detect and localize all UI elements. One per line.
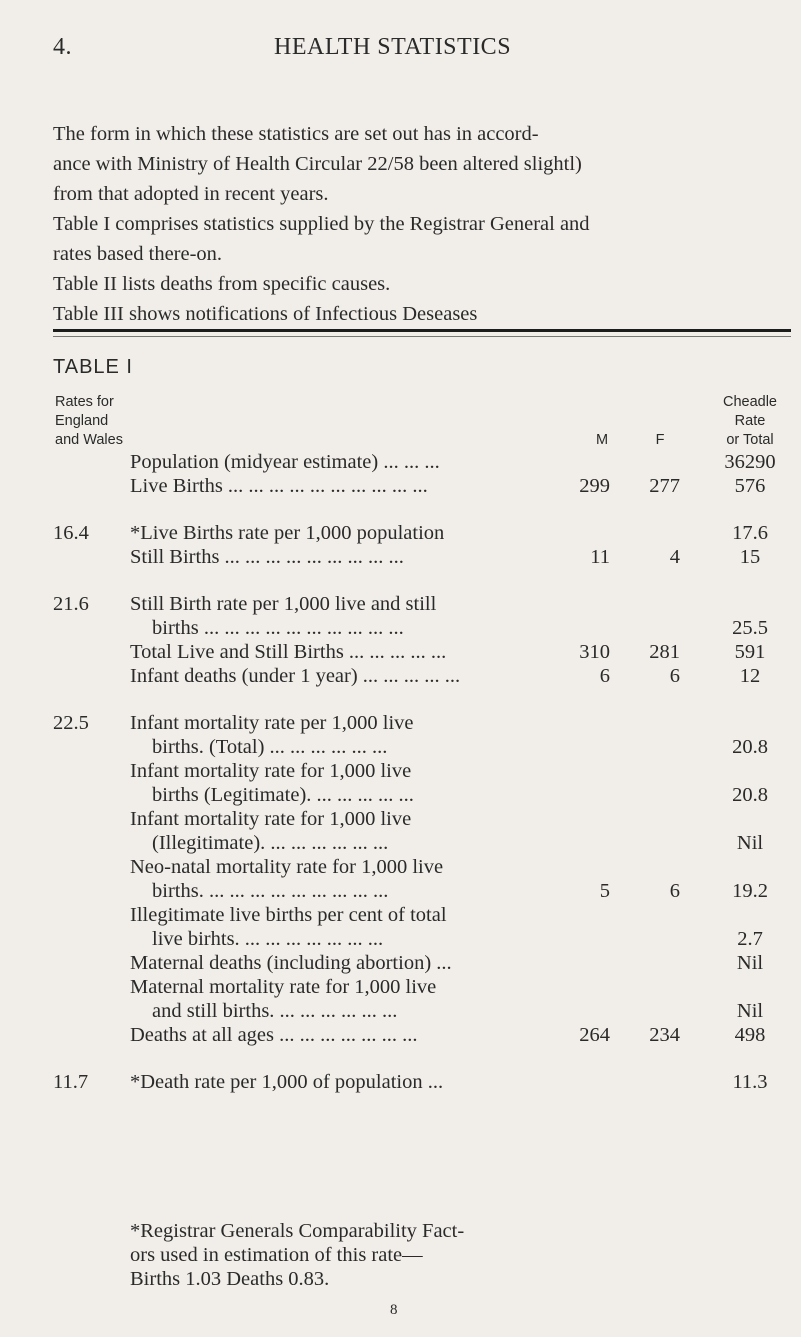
table-row bbox=[0, 928, 801, 952]
table-row bbox=[0, 952, 801, 976]
intro-line: Table I comprises statistics supplied by the Registrar General and bbox=[53, 213, 590, 235]
table-row bbox=[0, 904, 801, 928]
intro-line: Table III shows notifications of Infectious Deseases bbox=[53, 303, 478, 325]
table-row bbox=[0, 832, 801, 856]
total-cell: 15 bbox=[739, 546, 761, 568]
table-row bbox=[0, 593, 801, 617]
intro-line: from that adopted in recent years. bbox=[53, 183, 329, 205]
row-label: *Live Births rate per 1,000 population bbox=[130, 522, 445, 544]
england-rate-cell: 16.4 bbox=[53, 522, 89, 544]
table-row bbox=[0, 641, 801, 665]
row-label: births. (Total) ... ... ... ... ... ... bbox=[152, 736, 388, 758]
total-cell: 12 bbox=[739, 665, 761, 687]
total-cell: 2.7 bbox=[737, 928, 763, 950]
total-cell: 498 bbox=[734, 1024, 766, 1046]
total-cell: 36290 bbox=[724, 451, 776, 473]
row-label: Infant deaths (under 1 year) ... ... ... ... ... bbox=[130, 665, 461, 687]
row-label: Deaths at all ages ... ... ... ... ... ... ... bbox=[130, 1024, 418, 1046]
female-cell: 277 bbox=[649, 475, 680, 497]
female-cell: 234 bbox=[649, 1024, 680, 1046]
row-label: Population (midyear estimate) ... ... ... bbox=[130, 451, 440, 473]
table-row bbox=[0, 976, 801, 1000]
row-label: Maternal deaths (including abortion) ... bbox=[130, 952, 452, 974]
total-cell: Nil bbox=[736, 1000, 764, 1022]
row-label: Illegitimate live births per cent of total bbox=[130, 904, 447, 926]
table-row bbox=[0, 1024, 801, 1048]
table-row bbox=[0, 475, 801, 499]
statistics-table bbox=[0, 451, 801, 1095]
total-cell: 25.5 bbox=[732, 617, 768, 639]
row-label: Total Live and Still Births ... ... ... ... ... bbox=[130, 641, 447, 663]
england-rate-cell: 11.7 bbox=[53, 1071, 89, 1093]
table-row bbox=[0, 856, 801, 880]
table-row bbox=[0, 712, 801, 736]
total-cell: 19.2 bbox=[732, 880, 768, 902]
intro-line: rates based there-on. bbox=[53, 243, 223, 265]
table-row bbox=[0, 880, 801, 904]
total-cell: 20.8 bbox=[732, 784, 768, 806]
table-row bbox=[0, 1000, 801, 1024]
row-label: births ... ... ... ... ... ... ... ... ... ... bbox=[152, 617, 404, 639]
total-cell: 20.8 bbox=[732, 736, 768, 758]
england-rate-cell: 21.6 bbox=[53, 593, 89, 615]
intro-line: Table II lists deaths from specific causes. bbox=[53, 273, 391, 295]
column-header-female: F bbox=[655, 432, 665, 448]
row-label: Still Birth rate per 1,000 live and still bbox=[130, 593, 437, 615]
table-row bbox=[0, 760, 801, 784]
england-wales-rate-header: Rates for England and Wales bbox=[55, 394, 123, 448]
male-cell: 310 bbox=[579, 641, 610, 663]
total-cell: Nil bbox=[736, 832, 764, 854]
table-row bbox=[0, 617, 801, 641]
table-row bbox=[0, 665, 801, 689]
total-cell: 576 bbox=[734, 475, 766, 497]
row-label: Infant mortality rate for 1,000 live bbox=[130, 760, 412, 782]
intro-line: ance with Ministry of Health Circular 22/58 been altered slightl) bbox=[53, 153, 582, 175]
row-label: Neo-natal mortality rate for 1,000 live bbox=[130, 856, 444, 878]
row-label: births. ... ... ... ... ... ... ... ... ... bbox=[152, 880, 389, 902]
male-cell: 11 bbox=[590, 546, 610, 568]
total-cell: Nil bbox=[736, 952, 764, 974]
england-rate-cell: 22.5 bbox=[53, 712, 89, 734]
table-row bbox=[0, 784, 801, 808]
footnote-line: ors used in estimation of this rate— bbox=[130, 1244, 423, 1266]
divider-thick bbox=[53, 329, 791, 332]
row-label: Still Births ... ... ... ... ... ... ... ... ... bbox=[130, 546, 404, 568]
table-row bbox=[0, 522, 801, 546]
total-cell: 11.3 bbox=[732, 1071, 768, 1093]
footnote-line: Births 1.03 Deaths 0.83. bbox=[130, 1268, 330, 1290]
table-row bbox=[0, 546, 801, 570]
row-label: live birhts. ... ... ... ... ... ... ... bbox=[152, 928, 384, 950]
cheadle-rate-header: Cheadle Rate or Total bbox=[722, 394, 777, 448]
page-title: HEALTH STATISTICS bbox=[274, 34, 512, 60]
intro-line: The form in which these statistics are set out has in accord- bbox=[53, 123, 539, 145]
footnote bbox=[130, 1219, 464, 1291]
male-cell: 6 bbox=[599, 665, 610, 687]
male-cell: 5 bbox=[599, 880, 610, 902]
section-number: 4. bbox=[53, 34, 72, 60]
divider-thin bbox=[53, 336, 791, 337]
male-cell: 264 bbox=[579, 1024, 610, 1046]
male-cell: 299 bbox=[579, 475, 610, 497]
table-row bbox=[0, 808, 801, 832]
table-row bbox=[0, 451, 801, 475]
female-cell: 4 bbox=[669, 546, 680, 568]
female-cell: 6 bbox=[669, 880, 680, 902]
total-cell: 591 bbox=[734, 641, 766, 663]
table-title: TABLE I bbox=[53, 356, 133, 378]
table-row bbox=[0, 1071, 801, 1095]
total-cell: 17.6 bbox=[732, 522, 768, 544]
intro-paragraph bbox=[53, 119, 773, 329]
row-label: (Illegitimate). ... ... ... ... ... ... bbox=[152, 832, 389, 854]
row-label: births (Legitimate). ... ... ... ... ... bbox=[152, 784, 414, 806]
row-label: Infant mortality rate for 1,000 live bbox=[130, 808, 412, 830]
footnote-line: *Registrar Generals Comparability Fact- bbox=[130, 1220, 465, 1242]
page-number: 8 bbox=[390, 1302, 398, 1318]
female-cell: 6 bbox=[669, 665, 680, 687]
row-label: *Death rate per 1,000 of population ... bbox=[130, 1071, 444, 1093]
row-label: Live Births ... ... ... ... ... ... ... ... ... ... bbox=[130, 475, 428, 497]
column-header-male: M bbox=[595, 432, 609, 448]
table-row bbox=[0, 736, 801, 760]
row-label: and still births. ... ... ... ... ... ... bbox=[152, 1000, 398, 1022]
female-cell: 281 bbox=[649, 641, 680, 663]
row-label: Maternal mortality rate for 1,000 live bbox=[130, 976, 437, 998]
row-label: Infant mortality rate per 1,000 live bbox=[130, 712, 414, 734]
